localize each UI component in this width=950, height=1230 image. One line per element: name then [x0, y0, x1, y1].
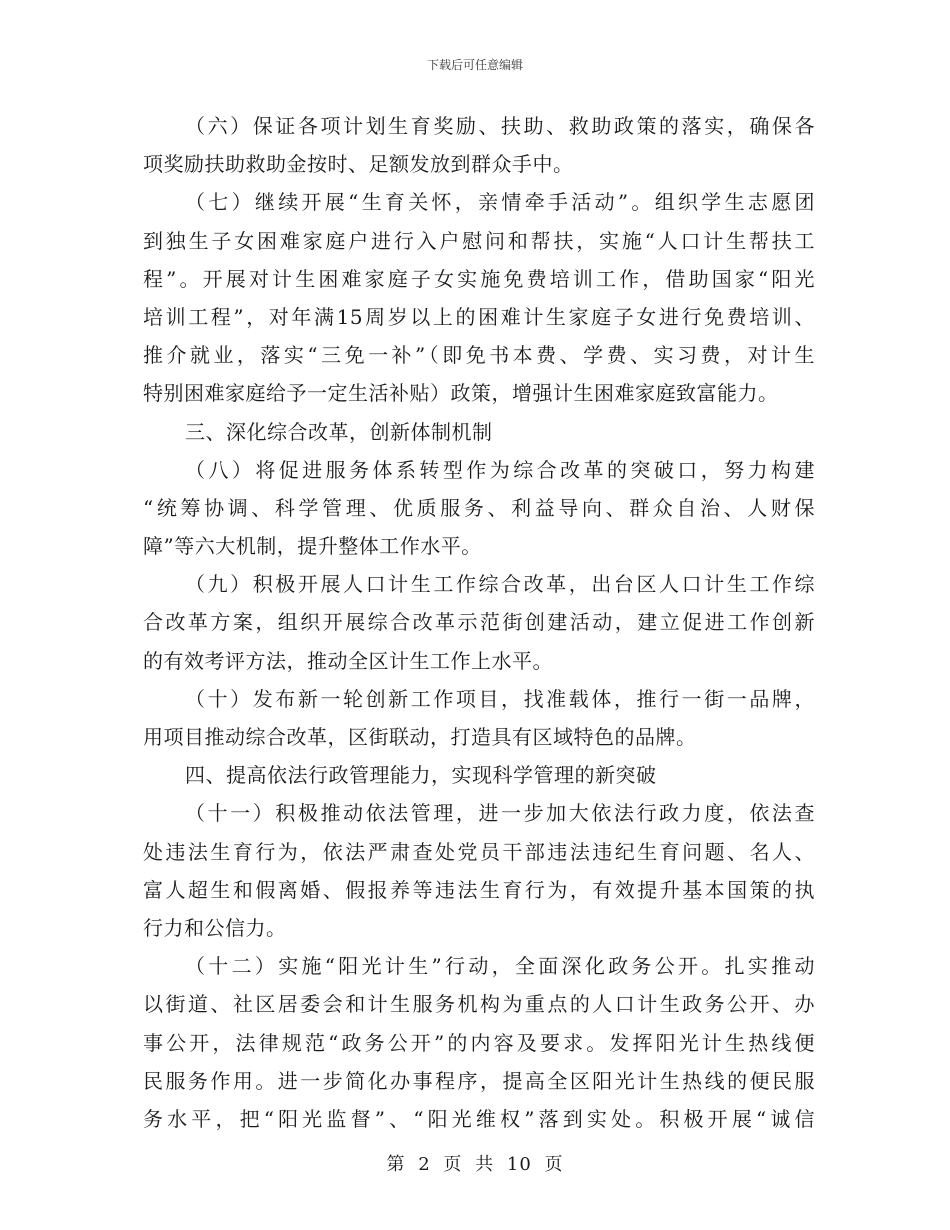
footer-page-label: 页	[443, 1154, 463, 1175]
footer-total-pages: 10	[506, 1154, 532, 1175]
text-line: （九）积极开展人口计生工作综合改革，出台区人口计生工作综	[185, 572, 815, 597]
text-line: 特别困难家庭给予一定生活补贴）政策，增强计生困难家庭致富能力。	[143, 381, 779, 406]
text-line: （八）将促进服务体系转型作为综合改革的突破口，努力构建	[185, 457, 815, 482]
page-header: 下载后可任意编辑	[426, 58, 523, 72]
text-line: 程”。开展对计生困难家庭子女实施免费培训工作，借助国家“阳光	[143, 266, 815, 291]
text-line: （十一）积极推动依法管理，进一步加大依法行政力度，依法查	[185, 801, 815, 826]
text-line: （十）发布新一轮创新工作项目，找准载体，推行一街一品牌，	[185, 686, 815, 711]
text-line: 民服务作用。进一步简化办事程序，提高全区阳光计生热线的便民服	[143, 1068, 815, 1093]
footer-prefix: 第	[386, 1154, 406, 1175]
footer-total-prefix: 共	[475, 1154, 495, 1175]
text-line: 以街道、社区居委会和计生服务机构为重点的人口计生政务公开、办	[143, 992, 815, 1017]
page-footer	[0, 1150, 950, 1176]
text-line: 务水平，把“阳光监督”、“阳光维权”落到实处。积极开展“诚信	[143, 1106, 815, 1131]
text-line: （六）保证各项计划生育奖励、扶助、救助政策的落实，确保各	[185, 114, 815, 138]
document-body	[143, 107, 815, 1138]
text-line: 四、提高依法行政管理能力，实现科学管理的新突破	[185, 763, 657, 788]
text-line: 富人超生和假离婚、假报养等违法生育行为，有效提升基本国策的执	[143, 877, 815, 902]
text-line: （七）继续开展“生育关怀，亲情牵手活动”。组织学生志愿团	[185, 190, 815, 215]
text-line: 行力和公信力。	[143, 915, 287, 940]
text-line: 的有效考评方法，推动全区计生工作上水平。	[143, 648, 553, 673]
text-line: 推介就业，落实“三免一补”（即免书本费、学费、实习费，对计生	[143, 343, 815, 368]
text-line: 到独生子女困难家庭户进行入户慰问和帮扶，实施“人口计生帮扶工	[143, 228, 815, 253]
text-line: 合改革方案，组织开展综合改革示范街创建活动，建立促进工作创新	[143, 610, 815, 635]
text-line: 处违法生育行为，依法严肃查处党员干部违法违纪生育问题、名人、	[143, 839, 815, 864]
footer-total-label: 页	[544, 1154, 564, 1175]
text-line: 障”等六大机制，提升整体工作水平。	[143, 534, 482, 559]
text-line: 项奖励扶助救助金按时、足额发放到群众手中。	[143, 152, 574, 177]
text-line: 培训工程”，对年满15周岁以上的困难计生家庭子女进行免费培训、	[143, 304, 815, 329]
text-line: “统筹协调、科学管理、优质服务、利益导向、群众自治、人财保	[143, 495, 815, 520]
text-line: 用项目推动综合改革，区街联动，打造具有区域特色的品牌。	[143, 725, 697, 749]
footer-page-number: 2	[418, 1154, 431, 1175]
text-line: （十二）实施“阳光计生”行动，全面深化政务公开。扎实推动	[185, 954, 815, 979]
text-line: 事公开，法律规范“政务公开”的内容及要求。发挥阳光计生热线便	[143, 1030, 815, 1055]
text-line: 三、深化综合改革，创新体制机制	[185, 419, 493, 444]
